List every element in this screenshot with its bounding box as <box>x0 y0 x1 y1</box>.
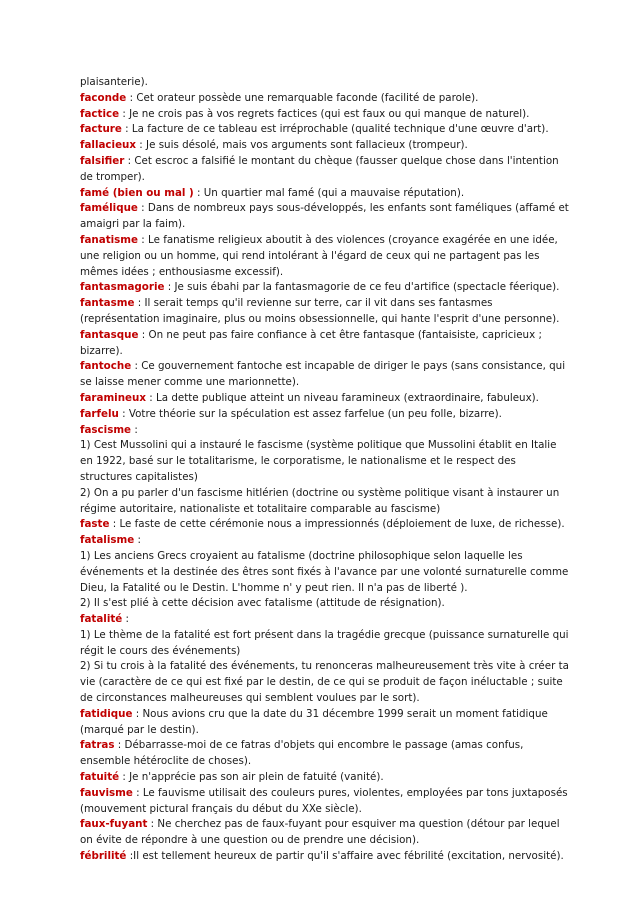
entry-term: facture <box>80 123 122 136</box>
glossary-entry <box>80 423 570 439</box>
entry-separator: : <box>138 328 149 341</box>
entry-separator: : <box>131 360 142 373</box>
entry-definition: Nous avions cru que la date du 31 décembre 1999 serait un moment fatidique (marqué par le destin). <box>80 707 548 736</box>
glossary-entry <box>80 280 570 296</box>
entry-separator: : <box>124 154 135 167</box>
document-page <box>80 75 570 865</box>
entry-definition: Le fanatisme religieux aboutit à des violences (croyance exagérée en une idée, une religion ou un homme, qui rend intolérant à l'égard de ceux qui ne partagent pas les mêmes idées ; enthousiasme excessif). <box>80 233 558 278</box>
entry-definition: Ce gouvernement fantoche est incapable de diriger le pays (sans consistance, qui se laisse mener comme une marionnette). <box>80 360 566 389</box>
entry-term: fatalisme <box>80 534 135 547</box>
glossary-entry <box>80 517 570 533</box>
entry-separator: : <box>126 91 137 104</box>
entry-separator: : <box>132 786 143 799</box>
entry-definition: On ne peut pas faire confiance à cet être fantasque (fantaisiste, capricieux ; bizarre). <box>80 328 542 357</box>
glossary-entry <box>80 817 570 849</box>
entry-term: fatidique <box>80 707 133 720</box>
entry-separator: : <box>137 202 148 215</box>
glossary-entry <box>80 659 570 706</box>
glossary-entry <box>80 107 570 123</box>
entry-separator: : <box>147 818 158 831</box>
entry-definition: Votre théorie sur la spéculation est assez farfelue (un peu folle, bizarre). <box>128 407 502 420</box>
entry-term: fatras <box>80 739 115 752</box>
glossary-entry <box>80 233 570 280</box>
glossary-entry <box>80 122 570 138</box>
glossary-entry <box>80 533 570 549</box>
entry-definition: Le fauvisme utilisait des couleurs pures, violentes, employées par tons juxtaposés (mouvement pictural français du début du XXe siècle). <box>80 786 568 815</box>
entry-definition: Débarrasse-moi de ce fatras d'objets qui encombre le passage (amas confus, ensemble hétéroclite de choses). <box>80 739 524 768</box>
glossary-entry <box>80 707 570 739</box>
entry-separator: : <box>126 850 134 863</box>
entry-term: faconde <box>80 91 127 104</box>
glossary-entry <box>80 391 570 407</box>
glossary-entry <box>80 154 570 186</box>
entry-term: fantasque <box>80 328 139 341</box>
glossary-entry <box>80 786 570 818</box>
entry-definition: 2) Si tu crois à la fatalité des événements, tu renonceras malheureusement très vite à créer ta vie (caractère de ce qui est fixé par le destin, de ce qui se produit de façon inéluctable ; suite de circonstances malheureuses qui semblent voulues par le sort). <box>80 660 569 705</box>
glossary-entry <box>80 438 570 485</box>
entry-definition: Un quartier mal famé (qui a mauvaise réputation). <box>203 186 465 199</box>
entry-definition: La dette publique atteint un niveau faramineux (extraordinaire, fabuleux). <box>156 391 539 404</box>
glossary-entries <box>80 91 570 865</box>
entry-term: faramineux <box>80 391 146 404</box>
entry-term: fallacieux <box>80 139 137 152</box>
entry-term: falsifier <box>80 154 125 167</box>
entry-separator: : <box>122 613 130 626</box>
glossary-entry <box>80 596 570 612</box>
glossary-entry <box>80 486 570 518</box>
entry-term: fanatisme <box>80 233 139 246</box>
entry-definition: Il est tellement heureux de partir qu'il s'affaire avec fébrilité (excitation, nervosité). <box>133 850 564 863</box>
entry-separator: : <box>114 739 125 752</box>
glossary-entry <box>80 770 570 786</box>
entry-definition: Il serait temps qu'il revienne sur terre, car il vit dans ses fantasmes (représentation imaginaire, plus ou moins obsessionnelle, qui hante l'esprit d'une personne). <box>80 297 560 325</box>
entry-definition: Cet escroc a falsifié le montant du chèque (fausser quelque chose dans l'intention de tromper). <box>80 154 559 183</box>
entry-definition: Je ne crois pas à vos regrets factices (qui est faux ou qui manque de naturel). <box>129 107 530 120</box>
entry-term: factice <box>80 107 120 120</box>
entry-definition: Je n'apprécie pas son air plein de fatuité (vanité). <box>129 771 384 784</box>
glossary-entry <box>80 201 570 233</box>
intro-line: plaisanterie). <box>80 76 148 88</box>
entry-term: fantasmagorie <box>80 281 165 294</box>
glossary-entry <box>80 186 570 202</box>
entry-definition: 1) Cest Mussolini qui a instauré le fascisme (système politique que Mussolini établit en Italie en 1922, basé sur le totalitarisme, le corporatisme, le nationalisme et le respect des structures capitalistes) <box>80 439 557 483</box>
entry-separator: : <box>136 139 147 152</box>
entry-separator: : <box>119 107 130 120</box>
entry-separator: : <box>119 771 130 784</box>
entry-separator: : <box>132 707 143 720</box>
entry-definition: La facture de ce tableau est irréprochable (qualité technique d'une œuvre d'art). <box>131 123 549 136</box>
entry-term: famé (bien ou mal ) <box>80 186 194 199</box>
entry-definition: Je suis ébahi par la fantasmagorie de ce feu d'artifice (spectacle féerique). <box>174 281 560 294</box>
entry-separator: : <box>109 518 120 531</box>
glossary-entry <box>80 328 570 360</box>
entry-definition: Cet orateur possède une remarquable faconde (facilité de parole). <box>136 91 479 104</box>
entry-separator: : <box>193 186 204 199</box>
glossary-entry <box>80 296 570 328</box>
glossary-entry <box>80 549 570 596</box>
entry-term: farfelu <box>80 407 119 420</box>
entry-term: famélique <box>80 202 138 215</box>
glossary-entry <box>80 359 570 391</box>
entry-term: faste <box>80 518 110 531</box>
entry-definition: Dans de nombreux pays sous-développés, les enfants sont faméliques (affamé et amaigri par la faim). <box>80 202 569 231</box>
glossary-entry <box>80 91 570 107</box>
entry-separator: : <box>164 281 175 294</box>
entry-separator: : <box>146 391 157 404</box>
entry-definition: Je suis désolé, mais vos arguments sont fallacieux (trompeur). <box>146 139 468 152</box>
entry-separator: : <box>134 534 141 547</box>
entry-term: faux-fuyant <box>80 818 148 831</box>
entry-term: fébrilité <box>80 850 127 863</box>
entry-definition: 2) On a pu parler d'un fascisme hitlérien (doctrine ou système politique visant à instaurer un régime autoritaire, nationaliste et totalitaire comparable au fascisme) <box>80 486 560 515</box>
glossary-entry <box>80 612 570 628</box>
entry-term: fatalité <box>80 613 123 626</box>
glossary-entry <box>80 407 570 423</box>
entry-separator: : <box>134 297 145 310</box>
glossary-entry <box>80 738 570 770</box>
entry-term: fascisme <box>80 423 132 436</box>
entry-definition: 1) Les anciens Grecs croyaient au fatalisme (doctrine philosophique selon laquelle les événements et la destinée des êtres sont fixés à l'avance par une volonté surnaturelle comme Dieu, la Fatalité ou le Destin. L'homme n' y peut rien. Il n'a pas de liberté ). <box>80 549 569 594</box>
glossary-entry <box>80 138 570 154</box>
entry-term: fauvisme <box>80 786 133 799</box>
entry-definition: Ne cherchez pas de faux-fuyant pour esquiver ma question (détour par lequel on évite de répondre à une question ou de prendre une décision). <box>80 818 560 847</box>
entry-definition: 1) Le thème de la fatalité est fort présent dans la tragédie grecque (puissance surnaturelle qui régit le cours des événements) <box>80 628 569 657</box>
entry-separator: : <box>138 233 149 246</box>
entry-definition: Le faste de cette cérémonie nous a impressionnés (déploiement de luxe, de richesse). <box>119 518 565 531</box>
entry-definition: 2) Il s'est plié à cette décision avec fatalisme (attitude de résignation). <box>80 597 445 610</box>
entry-term: fatuité <box>80 771 120 784</box>
glossary-entry <box>80 849 570 865</box>
entry-separator: : <box>118 407 129 420</box>
glossary-entry <box>80 628 570 660</box>
entry-separator: : <box>131 423 138 436</box>
entry-separator: : <box>121 123 132 136</box>
entry-term: fantoche <box>80 360 132 373</box>
entry-term: fantasme <box>80 297 135 310</box>
